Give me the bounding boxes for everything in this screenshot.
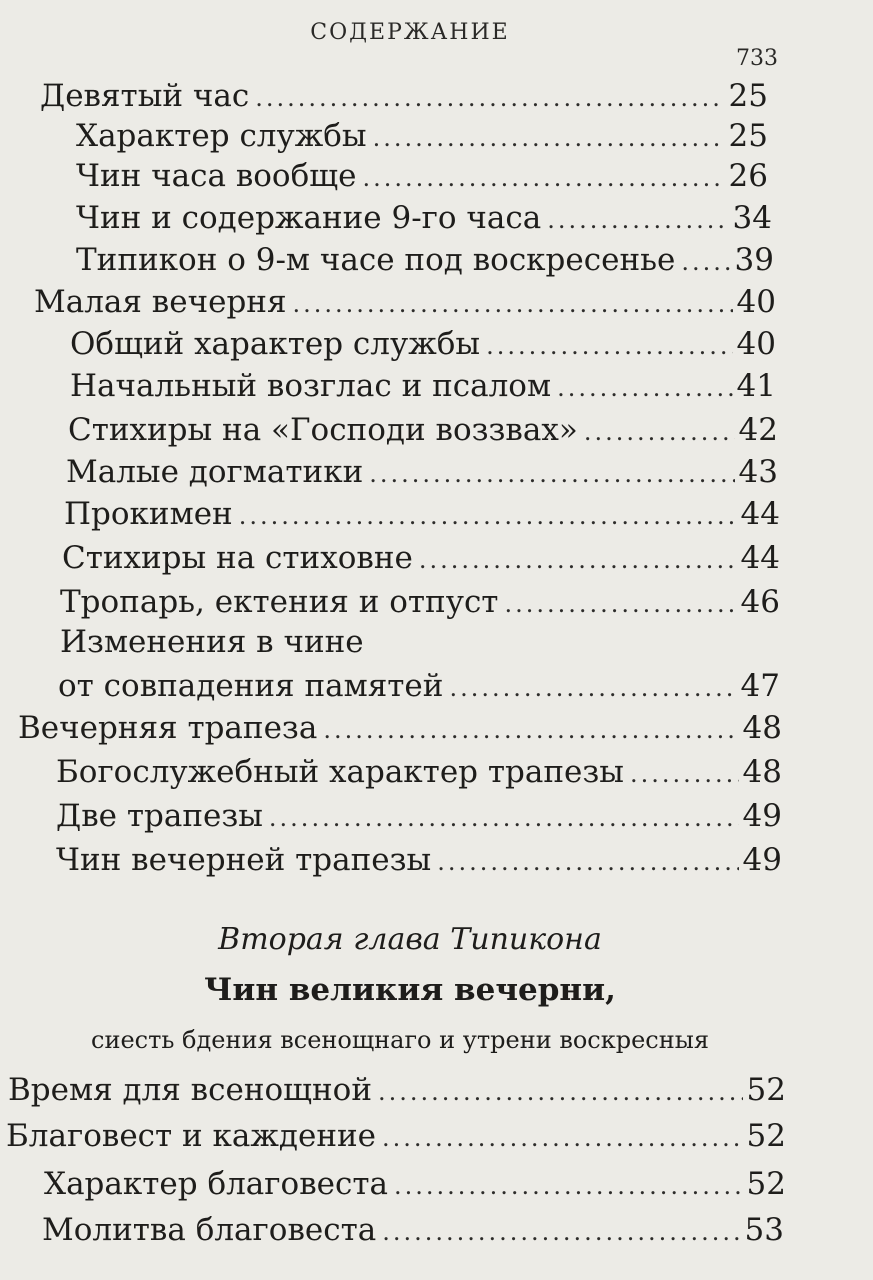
- toc-entry-page: 25: [728, 118, 768, 154]
- toc-entry-page: 49: [742, 842, 782, 878]
- toc-entry-page: 52: [746, 1072, 786, 1108]
- toc-entry: [68, 410, 778, 452]
- dot-leader: [362, 158, 724, 198]
- toc-entry: [8, 1070, 786, 1112]
- toc-entry-page: 43: [738, 454, 778, 490]
- toc-entry: [18, 708, 782, 750]
- toc-entry-page: 44: [740, 540, 780, 576]
- toc-entry: [76, 156, 768, 198]
- toc-entry-page: 25: [728, 78, 768, 114]
- toc-entry-page: 52: [746, 1166, 786, 1202]
- dot-leader: [382, 1118, 743, 1158]
- dot-leader: [369, 454, 734, 494]
- toc-entry-title: Общий характер службы: [70, 326, 481, 362]
- toc-entry-page: 48: [742, 754, 782, 790]
- toc-entry: [70, 324, 776, 366]
- chapter-heading: Вторая глава Типикона: [218, 922, 602, 957]
- toc-entry-title: Чин вечерней трапезы: [56, 842, 432, 878]
- rite-subtitle: сиесть бдения всенощнаго и утрени воскресныя: [91, 1026, 709, 1054]
- toc-entry-title: Благовест и каждение: [6, 1118, 377, 1154]
- dot-leader: [269, 798, 739, 838]
- toc-entry: [44, 1164, 786, 1206]
- toc-entry: [66, 452, 778, 494]
- dot-leader: [557, 368, 732, 408]
- dot-leader: [504, 584, 736, 624]
- dot-leader: [681, 242, 730, 282]
- toc-entry-title: Богослужебный характер трапезы: [56, 754, 624, 790]
- toc-entry: [76, 240, 774, 282]
- toc-entry-title: Две трапезы: [56, 798, 263, 834]
- dot-leader: [419, 540, 737, 580]
- toc-entry-page: 47: [740, 668, 780, 704]
- toc-entry: [60, 582, 780, 624]
- dot-leader: [239, 496, 737, 536]
- toc-entry-title: Изменения в чине: [60, 624, 364, 660]
- toc-entry-page: 26: [728, 158, 768, 194]
- toc-entry-page: 44: [740, 496, 780, 532]
- toc-entry: [62, 538, 780, 580]
- toc-entry-title: Малая вечерня: [34, 284, 287, 320]
- dot-leader: [584, 412, 735, 452]
- toc-entry-title: от совпадения памятей: [58, 668, 444, 704]
- toc-entry-page: 53: [744, 1212, 784, 1248]
- dot-leader: [547, 200, 728, 240]
- toc-entry: [6, 1116, 786, 1158]
- toc-entry-page: 48: [742, 710, 782, 746]
- toc-entry-title: Малые догматики: [66, 454, 364, 490]
- toc-entry: [40, 76, 768, 118]
- toc-entry-page: 39: [734, 242, 774, 278]
- dot-leader: [394, 1166, 743, 1206]
- toc-entry-page: 52: [746, 1118, 786, 1154]
- toc-entry-title: Чин часа вообще: [76, 158, 357, 194]
- dot-leader: [378, 1072, 743, 1112]
- toc-entry-title: Тропарь, ектения и отпуст: [60, 584, 499, 620]
- dot-leader: [630, 754, 739, 794]
- toc-entry-page: 34: [732, 200, 772, 236]
- toc-entry-title: Типикон о 9-м часе под воскресенье: [76, 242, 676, 278]
- rite-title: Чин великия вечерни,: [204, 972, 616, 1008]
- toc-entry: [64, 494, 780, 536]
- toc-entry-title: Характер службы: [76, 118, 367, 154]
- toc-entry-page: 42: [738, 412, 778, 448]
- dot-leader: [449, 668, 736, 708]
- toc-entry: [56, 796, 782, 838]
- toc-entry: [34, 282, 776, 324]
- toc-entry-title: Прокимен: [64, 496, 233, 532]
- toc-entry: [70, 366, 776, 408]
- toc-entry: [76, 198, 772, 240]
- toc-entry: [76, 116, 768, 158]
- toc-entry-page: 40: [736, 326, 776, 362]
- toc-entry-title: Начальный возглас и псалом: [70, 368, 552, 404]
- toc-entry-page: 49: [742, 798, 782, 834]
- page-number: 733: [736, 46, 778, 71]
- dot-leader: [437, 842, 738, 882]
- toc-entry: [58, 666, 780, 708]
- dot-leader: [255, 78, 724, 118]
- toc-entry-title: Вечерняя трапеза: [18, 710, 318, 746]
- toc-entry-title: Молитва благовеста: [42, 1212, 377, 1248]
- toc-entry-page: 40: [736, 284, 776, 320]
- toc-entry-title: Девятый час: [40, 78, 250, 114]
- toc-entry-title: Стихиры на «Господи воззвах»: [68, 412, 578, 448]
- toc-entry-page: 46: [740, 584, 780, 620]
- dot-leader: [293, 284, 733, 324]
- toc-entry-title: Время для всенощной: [8, 1072, 372, 1108]
- dot-leader: [486, 326, 732, 366]
- toc-entry-title: Чин и содержание 9-го часа: [76, 200, 542, 236]
- toc-entry: [56, 840, 782, 882]
- dot-leader: [323, 710, 738, 750]
- dot-leader: [382, 1212, 740, 1252]
- toc-entry-title: Характер благовеста: [44, 1166, 388, 1202]
- toc-entry: [56, 752, 782, 794]
- running-head: СОДЕРЖАНИЕ: [310, 20, 510, 45]
- toc-entry-page: 41: [736, 368, 776, 404]
- dot-leader: [373, 118, 725, 158]
- toc-entry-title: Стихиры на стиховне: [62, 540, 413, 576]
- toc-entry: [42, 1210, 784, 1252]
